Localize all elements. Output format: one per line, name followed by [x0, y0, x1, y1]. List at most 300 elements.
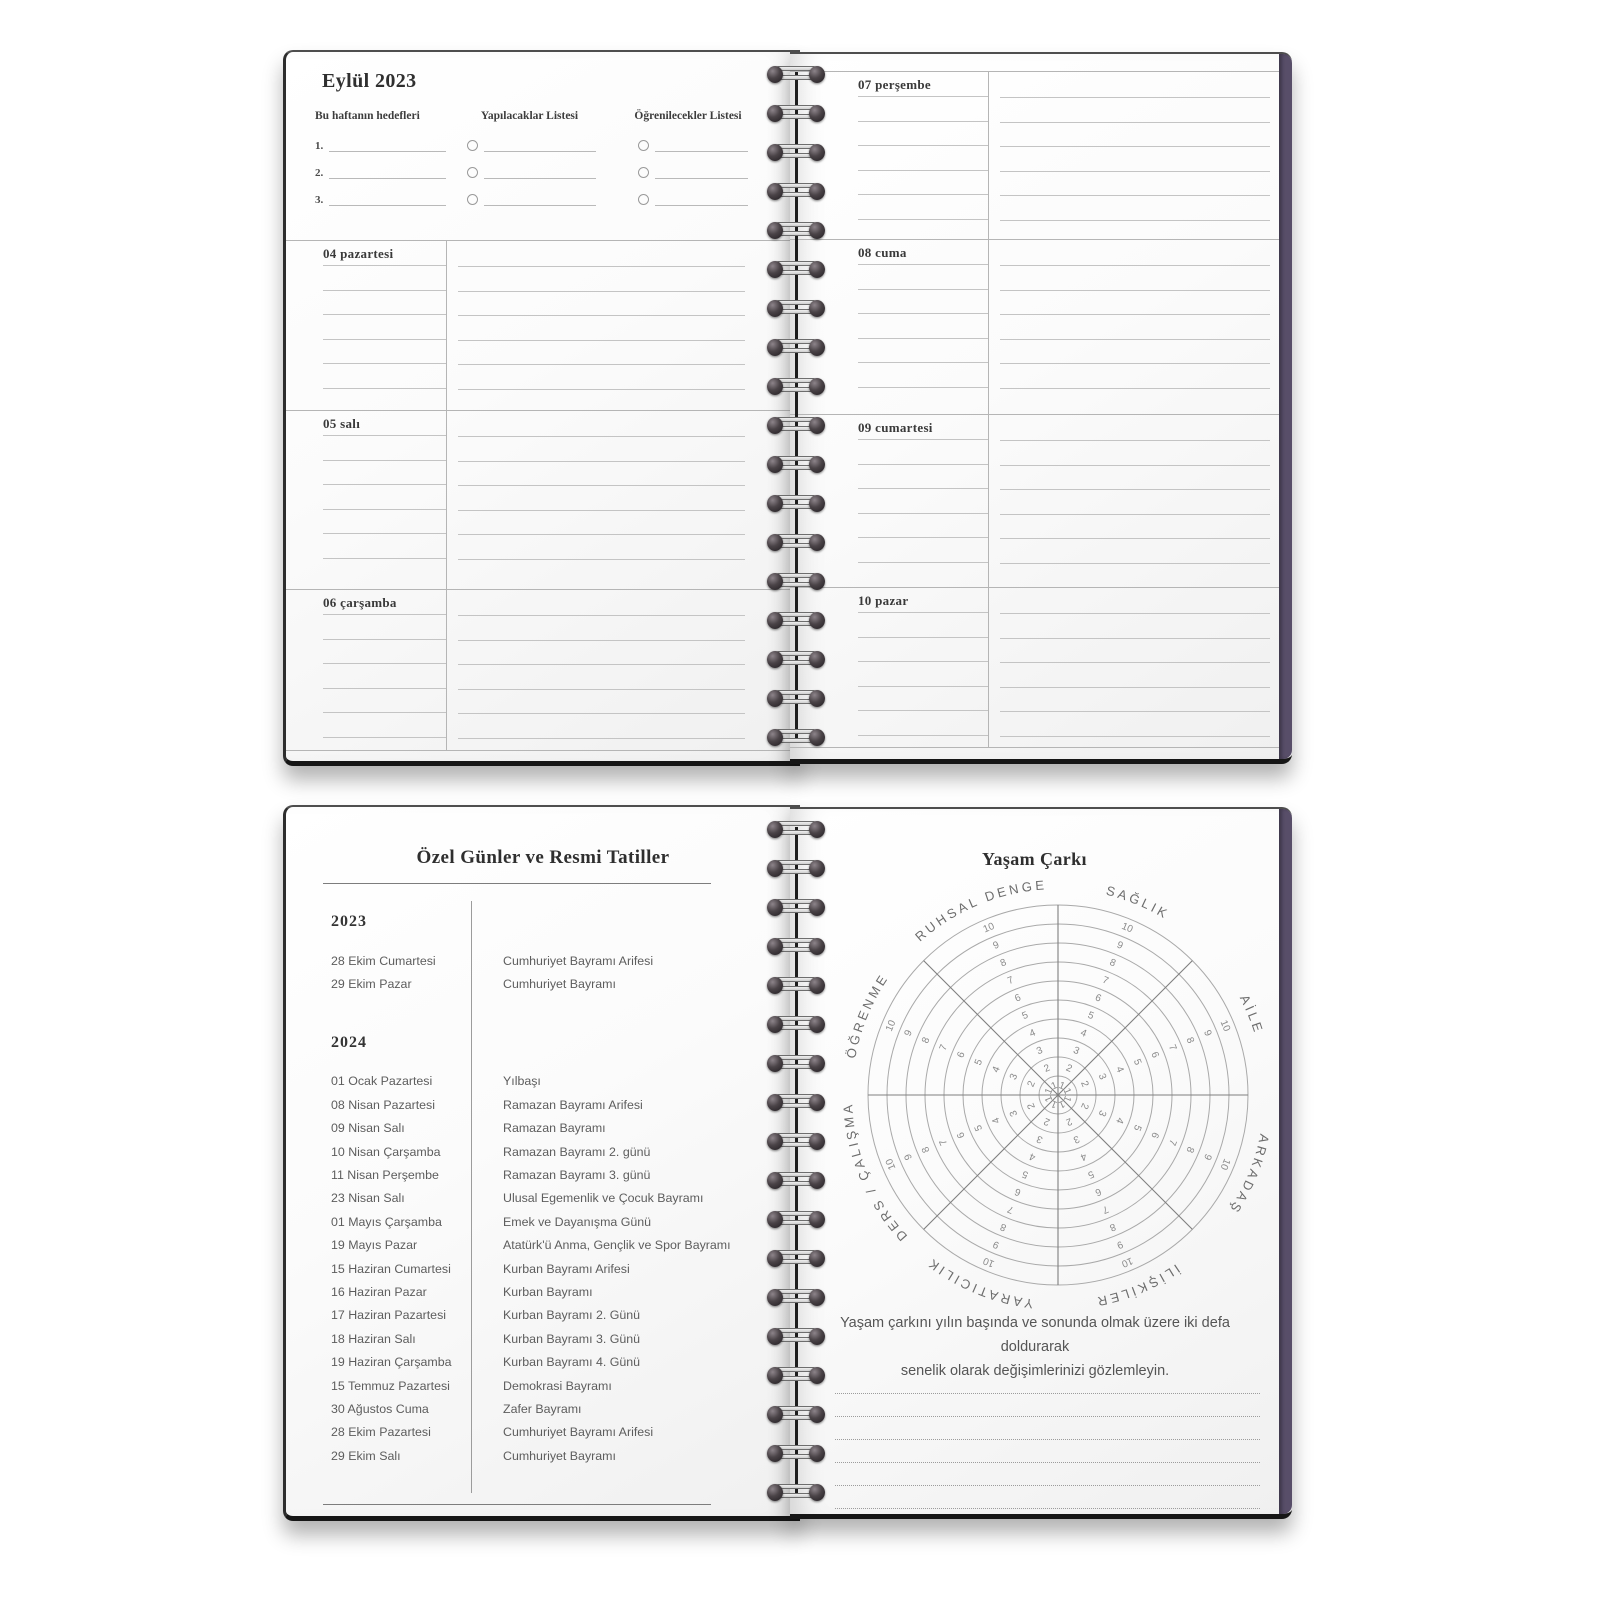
holiday-name: Zafer Bayramı [503, 1401, 582, 1416]
ruled-line [858, 290, 988, 315]
wheel-sector-label: DERS / ÇALIŞMA [840, 1101, 911, 1245]
wheel-scale-number: 4 [1027, 1027, 1038, 1040]
ruled-line [458, 641, 745, 666]
ruled-line [458, 462, 745, 487]
ruled-line [1000, 240, 1270, 266]
wheel-scale-number: 8 [920, 1035, 933, 1046]
ruled-line [858, 339, 988, 364]
title-underline [323, 883, 711, 884]
goal-row-cell [315, 136, 446, 152]
day-block-divider [988, 588, 989, 747]
wheel-scale-number: 5 [1086, 1167, 1096, 1181]
spiral-binding-bottom [767, 821, 825, 1501]
wheel-scale-number: 9 [902, 1152, 915, 1162]
wheel-scale-number: 8 [1107, 1220, 1118, 1233]
ruled-line [458, 292, 745, 317]
todo-header: Yapılacaklar Listesi [480, 110, 579, 122]
ruled-line [1000, 123, 1270, 148]
ring-knob [767, 612, 783, 629]
wheel-scale-number: 2 [1042, 1115, 1052, 1128]
ring-knob [809, 1367, 825, 1384]
spiral-ring-icon [767, 495, 825, 512]
ring-knob [809, 183, 825, 200]
ring-knob [809, 690, 825, 707]
wheel-scale-number: 2 [1078, 1079, 1091, 1089]
wheel-scale-number: 9 [991, 1238, 1001, 1251]
spiral-ring-icon [767, 417, 825, 434]
ring-knob [809, 1016, 825, 1033]
holiday-row [331, 1257, 780, 1280]
write-in-line [329, 135, 446, 152]
holiday-row [331, 1234, 780, 1257]
holidays-title: Özel Günler ve Resmi Tatiller [416, 847, 670, 868]
ring-knob [767, 1055, 783, 1072]
wheel-scale-number: 6 [955, 1130, 968, 1140]
holiday-date: 23 Nisan Salı [331, 1191, 405, 1206]
ruled-line [458, 535, 745, 560]
wheel-scale-number: 2 [1078, 1101, 1091, 1111]
ruled-line [858, 538, 988, 563]
ruled-line [458, 616, 745, 641]
ruled-line [323, 689, 446, 714]
ring-knob [809, 105, 825, 122]
bottom-rule [323, 1504, 711, 1505]
wheel-scale-number: 3 [1035, 1044, 1045, 1058]
ring-knob [809, 821, 825, 838]
spiral-ring-icon [767, 1445, 825, 1462]
day-block [286, 589, 800, 750]
spiral-ring-icon [767, 339, 825, 356]
wheel-caption-line1: Yaşam çarkını yılın başında ve sonunda olmak üzere iki defa doldurarak [840, 1315, 1230, 1355]
day-block [790, 71, 1292, 239]
ring-knob [767, 1172, 783, 1189]
ring-knob [767, 300, 783, 317]
write-in-line [484, 189, 596, 206]
holiday-date: 16 Haziran Pazar [331, 1284, 427, 1299]
spiral-ring-icon [767, 1367, 825, 1384]
wheel-scale-number: 7 [1165, 1043, 1179, 1053]
ring-knob [767, 1211, 783, 1228]
wheel-page [790, 807, 1292, 1519]
write-in-line [655, 135, 748, 152]
ruled-line [323, 340, 446, 365]
ruled-line [323, 266, 446, 291]
checkbox-circle-icon [467, 194, 478, 205]
checklist-row-cell [467, 190, 596, 206]
spiral-ring-icon [767, 144, 825, 161]
holiday-name: Ramazan Bayramı [503, 1121, 606, 1136]
ring-knob [809, 1055, 825, 1072]
ring-knob [767, 977, 783, 994]
ring-knob [809, 456, 825, 473]
holiday-date: 15 Temmuz Pazartesi [331, 1378, 450, 1393]
spiral-ring-icon [767, 1172, 825, 1189]
ruled-line [1000, 364, 1270, 389]
page-gap-line [795, 72, 798, 740]
wheel-scale-number: 7 [1165, 1137, 1179, 1147]
wheel-scale-number: 9 [1115, 939, 1125, 952]
ring-knob [809, 938, 825, 955]
spiral-ring-icon [767, 378, 825, 395]
ring-knob [809, 1406, 825, 1423]
checkbox-circle-icon [638, 194, 649, 205]
ring-knob [809, 1328, 825, 1345]
wheel-scale-number: 5 [1020, 1167, 1030, 1181]
wheel-scale-number: 8 [998, 1220, 1009, 1233]
checklist-row-cell [638, 190, 748, 206]
ring-knob [809, 899, 825, 916]
ruled-line [858, 265, 988, 290]
holiday-name: Emek ve Dayanışma Günü [503, 1214, 652, 1229]
spiral-ring-icon [767, 1484, 825, 1501]
ruled-line [1000, 98, 1270, 123]
spiral-ring-icon [767, 105, 825, 122]
ring-knob [767, 534, 783, 551]
ruled-line [323, 315, 446, 340]
ring-knob [809, 534, 825, 551]
holiday-name: Ramazan Bayramı 3. günü [503, 1168, 651, 1183]
ruled-line [323, 436, 446, 461]
write-in-line [329, 162, 446, 179]
holiday-row [331, 1280, 780, 1303]
wheel-scale-number: 3 [1007, 1072, 1021, 1082]
dotted-line [835, 1394, 1260, 1417]
day-label-column [858, 415, 988, 563]
checklist-row-cell [638, 136, 748, 152]
day-label-column [858, 588, 988, 736]
ruled-line [858, 638, 988, 663]
holiday-date: 10 Nisan Çarşamba [331, 1144, 441, 1159]
holiday-row [331, 1210, 780, 1233]
day-label: 10 pazar [858, 588, 988, 613]
wheel-scale-number: 1 [1049, 1080, 1060, 1093]
ring-knob [767, 105, 783, 122]
wheel-scale-number: 8 [1183, 1035, 1196, 1046]
goal-number: 2. [315, 167, 324, 179]
cover-edge [1279, 54, 1292, 759]
holiday-name: Kurban Bayramı [503, 1284, 593, 1299]
checklist-row-cell [467, 136, 596, 152]
dotted-line [835, 1417, 1260, 1440]
holiday-row [331, 949, 780, 972]
ring-knob [767, 1250, 783, 1267]
wheel-sector-label: AİLE [1236, 992, 1267, 1037]
day-block [790, 239, 1292, 414]
weekly-right-page [790, 52, 1292, 764]
write-in-line [484, 135, 596, 152]
write-in-line [329, 189, 446, 206]
wheel-sector-label: SAĞLIK [1104, 882, 1173, 923]
wheel-scale-number: 4 [1113, 1064, 1126, 1075]
ruled-line [1000, 196, 1270, 221]
wheel-scale-number: 3 [1035, 1132, 1045, 1146]
day-label-column [323, 241, 446, 389]
wheel-scale-number: 7 [1100, 974, 1110, 988]
holiday-name: Cumhuriyet Bayramı [503, 1448, 616, 1463]
holiday-row [331, 1093, 780, 1116]
wheel-scale-number: 8 [998, 957, 1009, 970]
ring-knob [767, 1484, 783, 1501]
ruled-line [1000, 688, 1270, 713]
ruled-line [1000, 515, 1270, 540]
ruled-line [858, 711, 988, 736]
holiday-date: 28 Ekim Cumartesi [331, 953, 436, 968]
wheel-sector-label: RUHSAL DENGE [912, 877, 1048, 945]
ruled-line [1000, 291, 1270, 316]
ring-knob [767, 860, 783, 877]
day-block-divider [446, 590, 447, 750]
wheel-scale-number: 5 [1130, 1057, 1144, 1067]
ruled-line [858, 363, 988, 388]
day-notes-column [1000, 588, 1270, 737]
holiday-row [331, 1304, 780, 1327]
dotted-line [835, 1463, 1260, 1486]
wheel-scale-number: 3 [1095, 1108, 1109, 1118]
ring-knob [809, 1484, 825, 1501]
spiral-ring-icon [767, 456, 825, 473]
holiday-date: 30 Ağustos Cuma [331, 1401, 429, 1416]
checkbox-circle-icon [638, 140, 649, 151]
wheel-scale-number: 10 [981, 920, 997, 936]
spiral-ring-icon [767, 729, 825, 746]
spiral-ring-icon [767, 183, 825, 200]
goals-header: Bu haftanın hedefleri [315, 110, 420, 122]
wheel-scale-number: 6 [1093, 992, 1103, 1005]
spiral-ring-icon [767, 651, 825, 668]
ring-knob [809, 1094, 825, 1111]
ruled-line [1000, 72, 1270, 98]
holiday-year-section [331, 1034, 780, 1468]
holiday-name: Cumhuriyet Bayramı [503, 977, 616, 992]
ruled-line [858, 465, 988, 490]
wheel-scale-number: 1 [1056, 1080, 1067, 1093]
holiday-name: Kurban Bayramı 4. Günü [503, 1355, 641, 1370]
holiday-date: 08 Nisan Pazartesi [331, 1097, 435, 1112]
wheel-spoke [924, 1095, 1058, 1229]
wheel-scale-number: 4 [1027, 1150, 1038, 1163]
spiral-ring-icon [767, 1211, 825, 1228]
holiday-name: Ramazan Bayramı 2. günü [503, 1144, 651, 1159]
ring-knob [809, 573, 825, 590]
wheel-scale-number: 5 [1130, 1123, 1144, 1133]
holiday-date: 28 Ekim Pazartesi [331, 1425, 431, 1440]
day-block-divider [988, 240, 989, 414]
ring-knob [809, 417, 825, 434]
ruled-line [1000, 614, 1270, 639]
spiral-ring-icon [767, 1289, 825, 1306]
holidays-list [331, 913, 780, 1467]
wheel-scale-number: 3 [1095, 1072, 1109, 1082]
wheel-scale-number: 4 [990, 1115, 1003, 1126]
ring-knob [767, 690, 783, 707]
wheel-scale-number: 9 [991, 939, 1001, 952]
ruled-line [858, 97, 988, 122]
day-label: 05 salı [323, 411, 446, 436]
day-label-column [323, 590, 446, 738]
holiday-date: 19 Mayıs Pazar [331, 1238, 418, 1253]
holiday-name: Ramazan Bayramı Arifesi [503, 1097, 643, 1112]
holiday-date: 18 Haziran Salı [331, 1331, 416, 1346]
day-notes-column [458, 241, 745, 390]
spiral-ring-icon [767, 534, 825, 551]
spiral-ring-icon [767, 1406, 825, 1423]
ring-knob [809, 977, 825, 994]
holiday-name: Atatürk'ü Anma, Gençlik ve Spor Bayramı [503, 1238, 731, 1253]
wheel-sector-label: ÖĞRENME [843, 970, 892, 1060]
holiday-row [331, 1140, 780, 1163]
ruled-line [858, 171, 988, 196]
day-label-column [323, 411, 446, 559]
ruled-line [458, 511, 745, 536]
wheel-scale-number: 6 [1148, 1130, 1161, 1140]
holiday-date: 29 Ekim Salı [331, 1448, 401, 1463]
wheel-scale-number: 4 [1113, 1115, 1126, 1126]
day-block [286, 410, 800, 589]
wheel-sector-label: İLİŞKİLER [1093, 1261, 1183, 1310]
ring-knob [767, 1328, 783, 1345]
spiral-ring-icon [767, 222, 825, 239]
ring-knob [767, 1445, 783, 1462]
wheel-scale-number: 5 [1020, 1009, 1030, 1023]
ruled-line [1000, 415, 1270, 441]
wheel-scale-number: 3 [1007, 1108, 1021, 1118]
wheel-scale-number: 4 [990, 1064, 1003, 1075]
spiral-binding-top [767, 66, 825, 746]
ring-knob [809, 612, 825, 629]
spiral-ring-icon [767, 1250, 825, 1267]
spiral-ring-icon [767, 690, 825, 707]
wheel-scale-number: 7 [1100, 1202, 1110, 1216]
ring-knob [767, 261, 783, 278]
day-notes-column [458, 411, 745, 560]
goal-row-cell [315, 190, 446, 206]
holiday-row [331, 1070, 780, 1093]
wheel-scale-number: 5 [1086, 1009, 1096, 1023]
holiday-date: 19 Haziran Çarşamba [331, 1355, 452, 1370]
wheel-scale-number: 3 [1071, 1132, 1081, 1146]
ruled-line [1000, 466, 1270, 491]
day-block [790, 414, 1292, 587]
day-label: 08 cuma [858, 240, 988, 265]
wheel-scale-number: 9 [1115, 1238, 1125, 1251]
ruled-line [858, 613, 988, 638]
ring-knob [767, 183, 783, 200]
ruled-line [858, 687, 988, 712]
ring-knob [767, 1133, 783, 1150]
holiday-name: Cumhuriyet Bayramı Arifesi [503, 1425, 654, 1440]
holiday-name: Demokrasi Bayramı [503, 1378, 612, 1393]
spiral-ring-icon [767, 261, 825, 278]
left-day-blocks [286, 240, 800, 751]
holiday-date: 01 Mayıs Çarşamba [331, 1214, 442, 1229]
wheel-scale-number: 6 [1093, 1185, 1103, 1198]
ring-knob [809, 1289, 825, 1306]
holiday-row [331, 1421, 780, 1444]
day-notes-column [1000, 415, 1270, 564]
ruled-line [323, 291, 446, 316]
write-in-line [655, 189, 748, 206]
ruled-line [323, 664, 446, 689]
ring-knob [767, 495, 783, 512]
year-heading: 2023 [331, 913, 367, 930]
ruled-line [458, 690, 745, 715]
day-block-divider [446, 411, 447, 589]
ring-knob [767, 938, 783, 955]
day-label: 04 pazartesi [323, 241, 446, 266]
ruled-line [458, 365, 745, 390]
wheel-scale-number: 8 [1183, 1144, 1196, 1155]
wheel-scale-number: 1 [1043, 1093, 1056, 1104]
wheel-scale-number: 10 [1217, 1156, 1233, 1172]
wheel-scale-number: 6 [1013, 992, 1023, 1005]
holiday-row [331, 1187, 780, 1210]
ring-knob [809, 1133, 825, 1150]
holiday-name: Cumhuriyet Bayramı Arifesi [503, 953, 654, 968]
ruled-line [1000, 712, 1270, 737]
spiral-ring-icon [767, 821, 825, 838]
ring-knob [767, 573, 783, 590]
wheel-scale-number: 9 [1201, 1152, 1214, 1162]
holiday-name: Ulusal Egemenlik ve Çocuk Bayramı [503, 1191, 704, 1206]
ruled-line [323, 485, 446, 510]
ruled-line [1000, 172, 1270, 197]
ring-knob [809, 261, 825, 278]
goal-number: 1. [315, 140, 324, 152]
wheel-scale-number: 2 [1025, 1079, 1038, 1089]
ruled-line [858, 662, 988, 687]
wheel-spoke [924, 961, 1058, 1095]
wheel-scale-number: 1 [1049, 1097, 1060, 1110]
ring-knob [809, 651, 825, 668]
holiday-row [331, 1350, 780, 1373]
day-label: 07 perşembe [858, 72, 988, 97]
wheel-sector-label: YARATICILIK [923, 1254, 1034, 1312]
dotted-line [835, 1371, 1260, 1394]
ruled-line [858, 314, 988, 339]
learn-header: Öğrenilecekler Listesi [634, 110, 742, 122]
spiral-ring-icon [767, 300, 825, 317]
wheel-scale-number: 6 [1148, 1050, 1161, 1060]
ruled-line [458, 486, 745, 511]
ruled-line [458, 437, 745, 462]
day-label: 06 çarşamba [323, 590, 446, 615]
ring-knob [809, 1445, 825, 1462]
wheel-title: Yaşam Çarkı [982, 849, 1087, 869]
ruled-line [458, 241, 745, 267]
checklist-row-cell [638, 163, 748, 179]
ruled-line [1000, 490, 1270, 515]
ruled-line [458, 590, 745, 616]
wheel-caption-line2: senelik olarak değişimlerinizi gözlemleyin. [900, 1363, 1170, 1379]
ring-knob [767, 1016, 783, 1033]
holiday-row [331, 1444, 780, 1467]
ruled-line [458, 267, 745, 292]
ring-knob [767, 899, 783, 916]
day-notes-column [1000, 240, 1270, 389]
write-in-line [655, 162, 748, 179]
ruled-line [458, 316, 745, 341]
holiday-year-section [331, 913, 780, 996]
ring-knob [809, 222, 825, 239]
wheel-scale-number: 2 [1025, 1101, 1038, 1111]
wheel-scale-number: 8 [1107, 957, 1118, 970]
holidays-page [283, 805, 800, 1521]
day-block-divider [988, 415, 989, 587]
holiday-name: Kurban Bayramı 3. Günü [503, 1331, 641, 1346]
ruled-line [1000, 441, 1270, 466]
ring-knob [767, 144, 783, 161]
ring-knob [809, 1172, 825, 1189]
